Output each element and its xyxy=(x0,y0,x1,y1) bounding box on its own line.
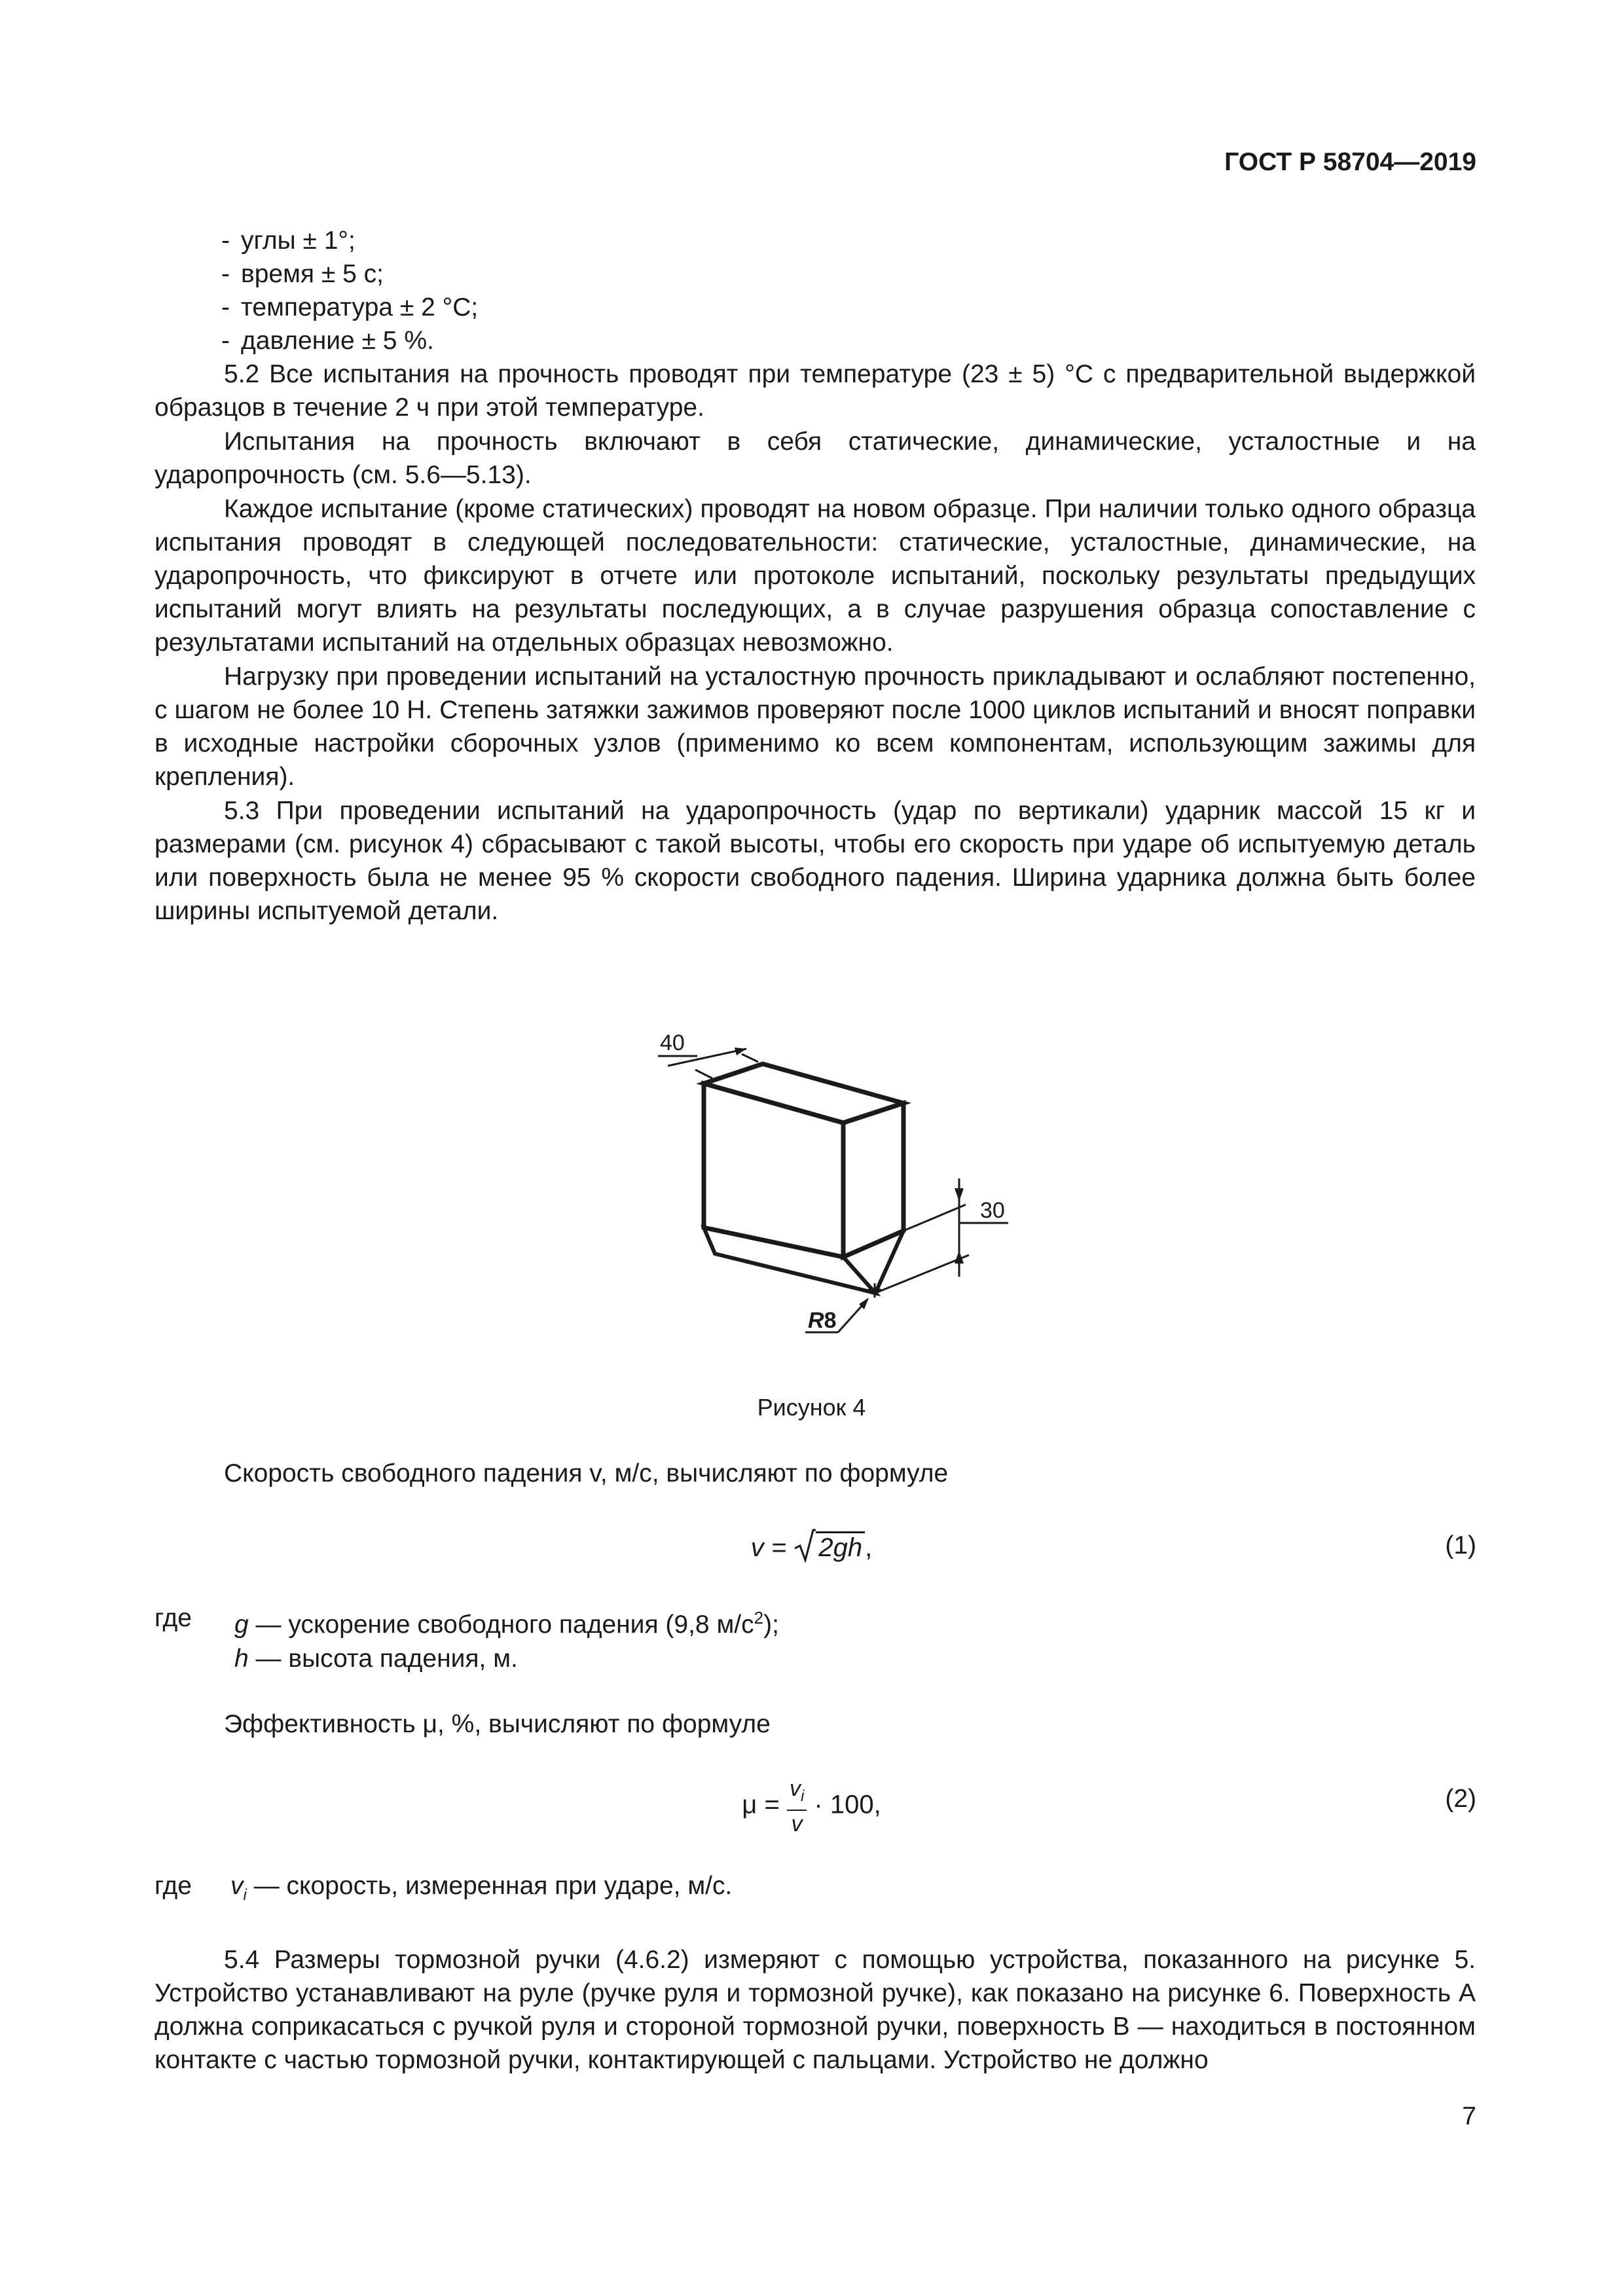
figure-striker xyxy=(589,1002,1048,1368)
page-number: 7 xyxy=(1462,2102,1476,2130)
formula2-intro: Эффективность μ, %, вычисляют по формуле xyxy=(224,1710,771,1738)
paragraph: 5.3 При проведении испытаний на ударопрочность (удар по вертикали) ударник массой 15 кг и размерами (см. рисунок 4) сбрасывают с такой высоты, чтобы его скорость при ударе об испытуемую деталь или поверхность была не менее 95 % скорости свободного падения. Ширина ударника должна быть более ширины испытуемой детали. xyxy=(155,797,1476,925)
dim-40-ext1 xyxy=(695,1070,712,1078)
striker-side-face xyxy=(843,1103,903,1257)
dim-40-ext2 xyxy=(742,1054,758,1062)
fraction: $\frac{v_i}{v}$ xyxy=(787,1776,807,1837)
striker-drawing xyxy=(589,1002,1048,1368)
dim-30-ext1 xyxy=(903,1205,966,1231)
equation-number: (2) xyxy=(1445,1785,1476,1813)
list-item: - время ± 5 с; xyxy=(221,260,384,288)
dim-40-arrow xyxy=(735,1048,746,1055)
document-header: ГОСТ Р 58704—2019 xyxy=(1224,148,1476,176)
sqrt-sign xyxy=(793,1529,816,1563)
equation-number: (1) xyxy=(1445,1531,1476,1559)
formula2: μ = $\frac{v_i}{v}$ · 100, xyxy=(742,1776,881,1836)
main-text xyxy=(155,224,1476,928)
figure-caption: Рисунок 4 xyxy=(757,1394,866,1421)
formula1-definitions: где xyxy=(155,1604,192,1632)
dim-40-label: 40 xyxy=(660,1030,685,1055)
def-h: h — высота падения, м. xyxy=(234,1645,518,1673)
paragraph: 5.4 Размеры тормозной ручки (4.6.2) измеряют с помощью устройства, показанного на рисунке 5. Устройство устанавливают на руле (ручке руля и тормозной ручке), как показано на рисунке 6. Поверхность A должна соприкасаться с ручкой руля и стороной тормозной ручки, поверхность B — находиться в постоянном контакте с частью тормозной ручки, контактирующей с пальцами. Устройство не должно xyxy=(155,1946,1476,2074)
final-paragraph-wrap xyxy=(155,1943,1476,2077)
def-g: g — ускорение свободного падения (9,8 $м/с^2$); xyxy=(234,1608,779,1639)
formula1: v = 2gh , xyxy=(0,1529,1623,1565)
formula2-definitions: где xyxy=(155,1872,192,1900)
paragraph: Каждое испытание (кроме статических) проводят на новом образце. При наличии только одного образца испытания проводят в следующей последовательности: статические, усталостные, динамические, на ударопрочность, что фиксируют в отчете или протоколе испытаний, поскольку результаты предыдущих испытаний могут влиять на результаты последующих, а в случае разрушения образца сопоставление с результатами испытаний на отдельных образцах невозможно. xyxy=(155,495,1476,657)
paragraph: Нагрузку при проведении испытаний на усталостную прочность прикладывают и ослабляют постепенно, с шагом не более 10 Н. Степень затяжки зажимов проверяют после 1000 циклов испытаний и вносят поправки в исходные настройки сборочных узлов (применимо ко всем компонентам, использующим зажимы для крепления). xyxy=(155,663,1476,791)
list-item: - давление ± 5 %. xyxy=(221,327,434,355)
striker-bevel-front xyxy=(704,1228,875,1293)
sqrt: 2gh xyxy=(793,1529,865,1565)
list-item: - температура ± 2 °С; xyxy=(221,293,479,321)
list-item: - углы ± 1°; xyxy=(221,227,356,255)
radius-label: R8 xyxy=(808,1308,837,1333)
def-vi: $v_i$ — скорость, измеренная при ударе, м/с. xyxy=(230,1872,733,1904)
dim-30-label: 30 xyxy=(980,1198,1005,1223)
dim-30-arrow-top xyxy=(955,1188,964,1201)
paragraph: Испытания на прочность включают в себя статические, динамические, усталостные и на ударопрочность (см. 5.6—5.13). xyxy=(155,428,1476,489)
formula1-intro: Скорость свободного падения v, м/с, вычисляют по формуле xyxy=(224,1459,949,1487)
paragraph: 5.2 Все испытания на прочность проводят при температуре (23 ± 5) °С с предварительной выдержкой образцов в течение 2 ч при этой температуре. xyxy=(155,360,1476,422)
